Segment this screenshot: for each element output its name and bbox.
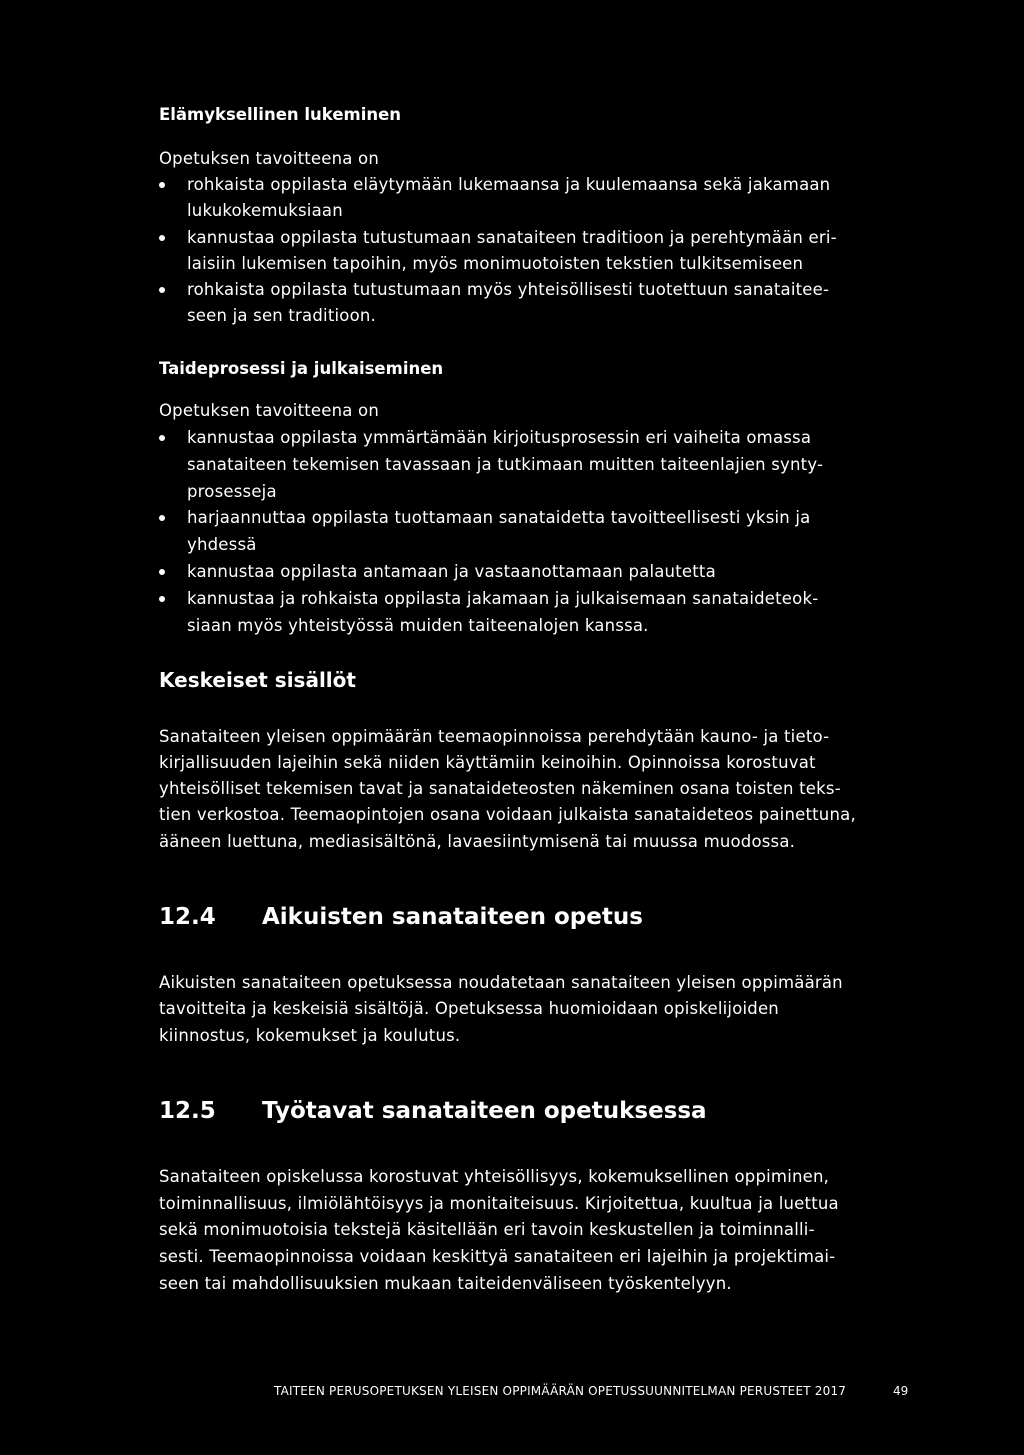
bullet-icon bbox=[159, 435, 165, 441]
bullet-icon bbox=[159, 596, 165, 602]
footer-title: TAITEEN PERUSOPETUKSEN YLEISEN OPPIMÄÄRÄN OPETUSSUUNNITELMAN PERUSTEET 2017 bbox=[274, 1384, 847, 1398]
paragraph-line: kiinnostus, kokemukset ja koulutus. bbox=[159, 1026, 461, 1045]
intro-text: Opetuksen tavoitteena on bbox=[159, 149, 379, 168]
paragraph-line: ääneen luettuna, mediasisältönä, lavaesiintymisenä tai muussa muodossa. bbox=[159, 832, 796, 851]
list-item: rohkaista oppilasta eläytymään lukemaansa ja kuulemaansa sekä jakamaan bbox=[187, 175, 831, 194]
paragraph-line: sekä monimuotoisia tekstejä käsitellään eri tavoin keskustellen ja toiminnalli- bbox=[159, 1220, 815, 1239]
bullet-icon bbox=[159, 515, 165, 521]
bullet-icon bbox=[159, 182, 165, 188]
chapter-title: Aikuisten sanataiteen opetus bbox=[262, 904, 643, 930]
paragraph-line: yhteisölliset tekemisen tavat ja sanataideteosten näkeminen osana toisten teks- bbox=[159, 779, 841, 798]
paragraph-line: kirjallisuuden lajeihin sekä niiden käyttämiin keinoihin. Opinnoissa korostuvat bbox=[159, 753, 816, 772]
section-heading: Taideprosessi ja julkaiseminen bbox=[159, 359, 444, 378]
list-item: lukukokemuksiaan bbox=[187, 201, 343, 220]
list-item: kannustaa oppilasta antamaan ja vastaanottamaan palautetta bbox=[187, 562, 716, 581]
list-item: sanataiteen tekemisen tavassaan ja tutkimaan muitten taiteenlajien synty- bbox=[187, 455, 824, 474]
paragraph-line: tien verkostoa. Teemaopintojen osana voidaan julkaista sanataideteos painettuna, bbox=[159, 805, 856, 824]
bullet-icon bbox=[159, 235, 165, 241]
bullet-icon bbox=[159, 287, 165, 293]
list-item: prosesseja bbox=[187, 482, 277, 501]
section-heading: Elämyksellinen lukeminen bbox=[159, 105, 402, 124]
paragraph-line: Aikuisten sanataiteen opetuksessa noudatetaan sanataiteen yleisen oppimäärän bbox=[159, 973, 843, 992]
list-item: harjaannuttaa oppilasta tuottamaan sanataidetta tavoitteellisesti yksin ja bbox=[187, 508, 811, 527]
list-item: rohkaista oppilasta tutustumaan myös yhteisöllisesti tuotettuun sanataitee- bbox=[187, 280, 830, 299]
bullet-icon bbox=[159, 569, 165, 575]
paragraph-line: tavoitteita ja keskeisiä sisältöjä. Opetuksessa huomioidaan opiskelijoiden bbox=[159, 999, 779, 1018]
list-item: siaan myös yhteistyössä muiden taiteenalojen kanssa. bbox=[187, 616, 649, 635]
list-item: kannustaa ja rohkaista oppilasta jakamaan ja julkaisemaan sanataideteok- bbox=[187, 589, 819, 608]
paragraph-line: toiminnallisuus, ilmiölähtöisyys ja monitaiteisuus. Kirjoitettua, kuultua ja luettua bbox=[159, 1194, 839, 1213]
page-number: 49 bbox=[893, 1384, 909, 1398]
paragraph-line: seen tai mahdollisuuksien mukaan taiteidenväliseen työskentelyyn. bbox=[159, 1274, 732, 1293]
list-item: seen ja sen traditioon. bbox=[187, 306, 376, 325]
intro-text: Opetuksen tavoitteena on bbox=[159, 401, 379, 420]
paragraph-line: Sanataiteen opiskelussa korostuvat yhteisöllisyys, kokemuksellinen oppiminen, bbox=[159, 1167, 830, 1186]
list-item: kannustaa oppilasta tutustumaan sanataiteen traditioon ja perehtymään eri- bbox=[187, 228, 837, 247]
chapter-number: 12.5 bbox=[159, 1098, 216, 1124]
paragraph-line: sesti. Teemaopinnoissa voidaan keskittyä sanataiteen eri lajeihin ja projektimai- bbox=[159, 1247, 836, 1266]
paragraph-line: Sanataiteen yleisen oppimäärän teemaopinnoissa perehdytään kauno- ja tieto- bbox=[159, 727, 830, 746]
chapter-number: 12.4 bbox=[159, 904, 216, 930]
list-item: yhdessä bbox=[187, 535, 257, 554]
chapter-title: Työtavat sanataiteen opetuksessa bbox=[262, 1098, 707, 1124]
list-item: laisiin lukemisen tapoihin, myös monimuotoisten tekstien tulkitsemiseen bbox=[187, 254, 804, 273]
list-item: kannustaa oppilasta ymmärtämään kirjoitusprosessin eri vaiheita omassa bbox=[187, 428, 812, 447]
section-heading: Keskeiset sisällöt bbox=[159, 668, 356, 692]
